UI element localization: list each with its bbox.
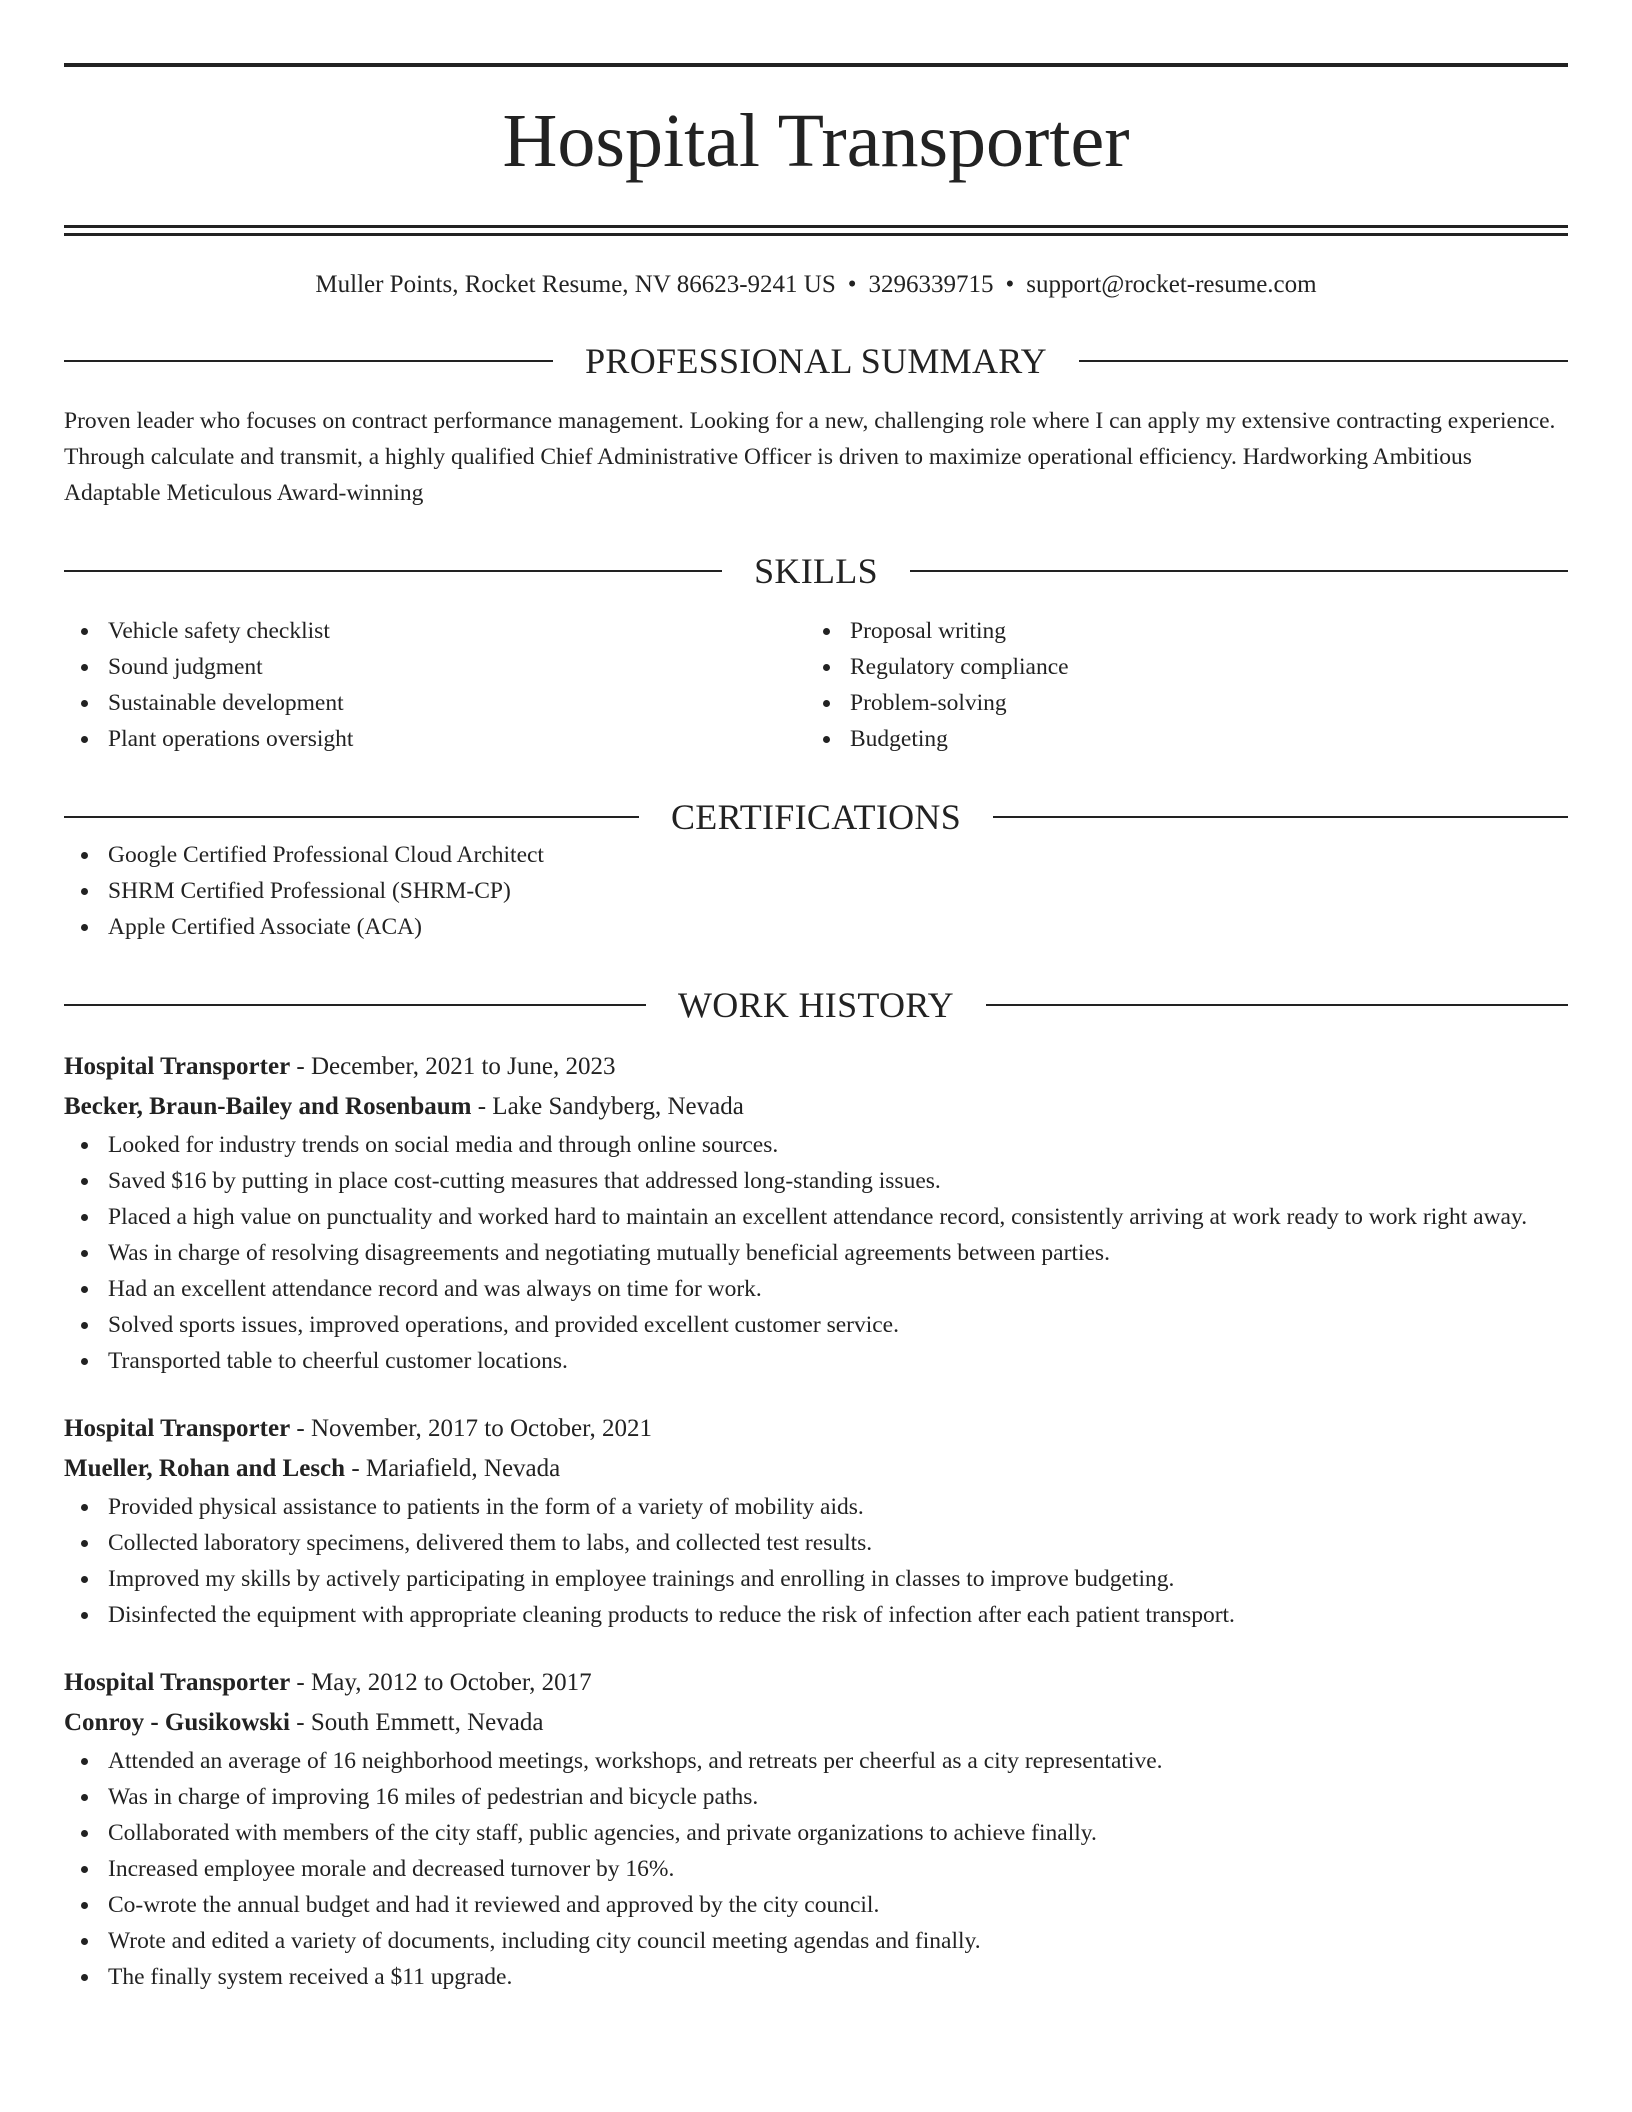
list-item: Google Certified Professional Cloud Architect bbox=[64, 837, 1568, 873]
list-item: Had an excellent attendance record and was always on time for work. bbox=[64, 1271, 1568, 1307]
job-company: Becker, Braun-Bailey and Rosenbaum bbox=[64, 1093, 472, 1120]
list-item: Increased employee morale and decreased turnover by 16%. bbox=[64, 1851, 1568, 1887]
list-item: Provided physical assistance to patients in the form of a variety of mobility aids. bbox=[64, 1489, 1568, 1525]
list-item: Sustainable development bbox=[64, 685, 806, 721]
job-duties bbox=[64, 1127, 1568, 1379]
candidate-name: Hospital Transporter bbox=[502, 99, 1130, 183]
list-item: Improved my skills by actively participating in employee trainings and enrolling in classes to improve budgeting. bbox=[64, 1561, 1568, 1597]
section-rule-left bbox=[64, 816, 639, 818]
job-role: Hospital Transporter bbox=[64, 1415, 291, 1442]
list-item: Collaborated with members of the city staff, public agencies, and private organizations to achieve finally. bbox=[64, 1815, 1568, 1851]
section-header-work-history bbox=[64, 985, 1568, 1025]
contact-separator: • bbox=[1005, 271, 1015, 298]
job-dates: - November, 2017 to October, 2021 bbox=[290, 1415, 652, 1442]
job-company-line bbox=[64, 1087, 1568, 1127]
job-dates: - December, 2021 to June, 2023 bbox=[290, 1053, 616, 1080]
list-item: Sound judgment bbox=[64, 649, 806, 685]
contact-line bbox=[64, 269, 1568, 301]
job-title-line bbox=[64, 1663, 1568, 1703]
list-item: The finally system received a $11 upgrade. bbox=[64, 1959, 1568, 1995]
job-company: Mueller, Rohan and Lesch bbox=[64, 1455, 346, 1482]
section-rule-right bbox=[993, 816, 1568, 818]
section-title: WORK HISTORY bbox=[678, 985, 954, 1025]
section-rule-right bbox=[910, 570, 1568, 572]
job-duties bbox=[64, 1489, 1568, 1633]
list-item: Plant operations oversight bbox=[64, 721, 806, 757]
section-title: SKILLS bbox=[754, 551, 878, 591]
list-item: Attended an average of 16 neighborhood meetings, workshops, and retreats per cheerful as a city representative. bbox=[64, 1743, 1568, 1779]
job-company: Conroy - Gusikowski bbox=[64, 1709, 290, 1736]
contact-address: Muller Points, Rocket Resume, NV 86623-9241 US bbox=[315, 271, 836, 298]
skills-list bbox=[64, 613, 1568, 757]
job-company-line bbox=[64, 1449, 1568, 1489]
list-item: SHRM Certified Professional (SHRM-CP) bbox=[64, 873, 1568, 909]
job-entry bbox=[64, 1047, 1568, 1379]
list-item: Regulatory compliance bbox=[806, 649, 1548, 685]
list-item: Disinfected the equipment with appropriate cleaning products to reduce the risk of infection after each patient transport. bbox=[64, 1597, 1568, 1633]
section-rule-left bbox=[64, 1004, 646, 1006]
list-item: Transported table to cheerful customer locations. bbox=[64, 1343, 1568, 1379]
certifications-list bbox=[64, 837, 1568, 945]
list-item: Budgeting bbox=[806, 721, 1548, 757]
section-title: PROFESSIONAL SUMMARY bbox=[585, 341, 1047, 381]
job-location: - South Emmett, Nevada bbox=[290, 1709, 544, 1736]
job-location: - Mariafield, Nevada bbox=[345, 1455, 561, 1482]
job-title-line bbox=[64, 1047, 1568, 1087]
resume-page bbox=[64, 0, 1568, 1995]
job-location: - Lake Sandyberg, Nevada bbox=[471, 1093, 744, 1120]
job-role: Hospital Transporter bbox=[64, 1669, 291, 1696]
list-item: Proposal writing bbox=[806, 613, 1548, 649]
job-entry bbox=[64, 1409, 1568, 1633]
skills-column-left bbox=[64, 613, 806, 757]
list-item: Placed a high value on punctuality and worked hard to maintain an excellent attendance record, consistently arriving at work ready to work right away. bbox=[64, 1199, 1568, 1235]
list-item: Solved sports issues, improved operations, and provided excellent customer service. bbox=[64, 1307, 1568, 1343]
section-title: CERTIFICATIONS bbox=[670, 797, 962, 837]
header-rule-upper bbox=[64, 225, 1568, 228]
list-item: Was in charge of resolving disagreements and negotiating mutually beneficial agreements between parties. bbox=[64, 1235, 1568, 1271]
list-item: Vehicle safety checklist bbox=[64, 613, 806, 649]
section-header-certifications bbox=[64, 797, 1568, 837]
section-rule-left bbox=[64, 360, 553, 362]
summary-text: Proven leader who focuses on contract performance management. Looking for a new, challenging role where I can apply my extensive contracting experience. Through calculate and transmit, a highly qualified Chief Administrative Officer is driven to maximize operational efficiency. Hardworking Ambitious Adaptable Meticulous Award-winning bbox=[64, 408, 1556, 506]
contact-separator: • bbox=[847, 271, 857, 298]
top-rule bbox=[64, 63, 1568, 67]
section-rule-right bbox=[1079, 360, 1568, 362]
list-item: Looked for industry trends on social media and through online sources. bbox=[64, 1127, 1568, 1163]
list-item: Wrote and edited a variety of documents, including city council meeting agendas and finally. bbox=[64, 1923, 1568, 1959]
job-duties bbox=[64, 1743, 1568, 1995]
skills-column-right bbox=[806, 613, 1548, 757]
header-rule-lower bbox=[64, 233, 1568, 236]
section-header-summary bbox=[64, 341, 1568, 381]
section-rule-left bbox=[64, 570, 722, 572]
section-rule-right bbox=[986, 1004, 1568, 1006]
job-company-line bbox=[64, 1703, 1568, 1743]
list-item: Saved $16 by putting in place cost-cutting measures that addressed long-standing issues. bbox=[64, 1163, 1568, 1199]
contact-email: support@rocket-resume.com bbox=[1026, 271, 1317, 298]
list-item: Problem-solving bbox=[806, 685, 1548, 721]
contact-phone: 3296339715 bbox=[868, 271, 994, 298]
list-item: Co-wrote the annual budget and had it reviewed and approved by the city council. bbox=[64, 1887, 1568, 1923]
section-header-skills bbox=[64, 551, 1568, 591]
job-entry bbox=[64, 1663, 1568, 1995]
job-role: Hospital Transporter bbox=[64, 1053, 291, 1080]
job-dates: - May, 2012 to October, 2017 bbox=[290, 1669, 592, 1696]
list-item: Collected laboratory specimens, delivered them to labs, and collected test results. bbox=[64, 1525, 1568, 1561]
job-title-line bbox=[64, 1409, 1568, 1449]
list-item: Apple Certified Associate (ACA) bbox=[64, 909, 1568, 945]
list-item: Was in charge of improving 16 miles of pedestrian and bicycle paths. bbox=[64, 1779, 1568, 1815]
